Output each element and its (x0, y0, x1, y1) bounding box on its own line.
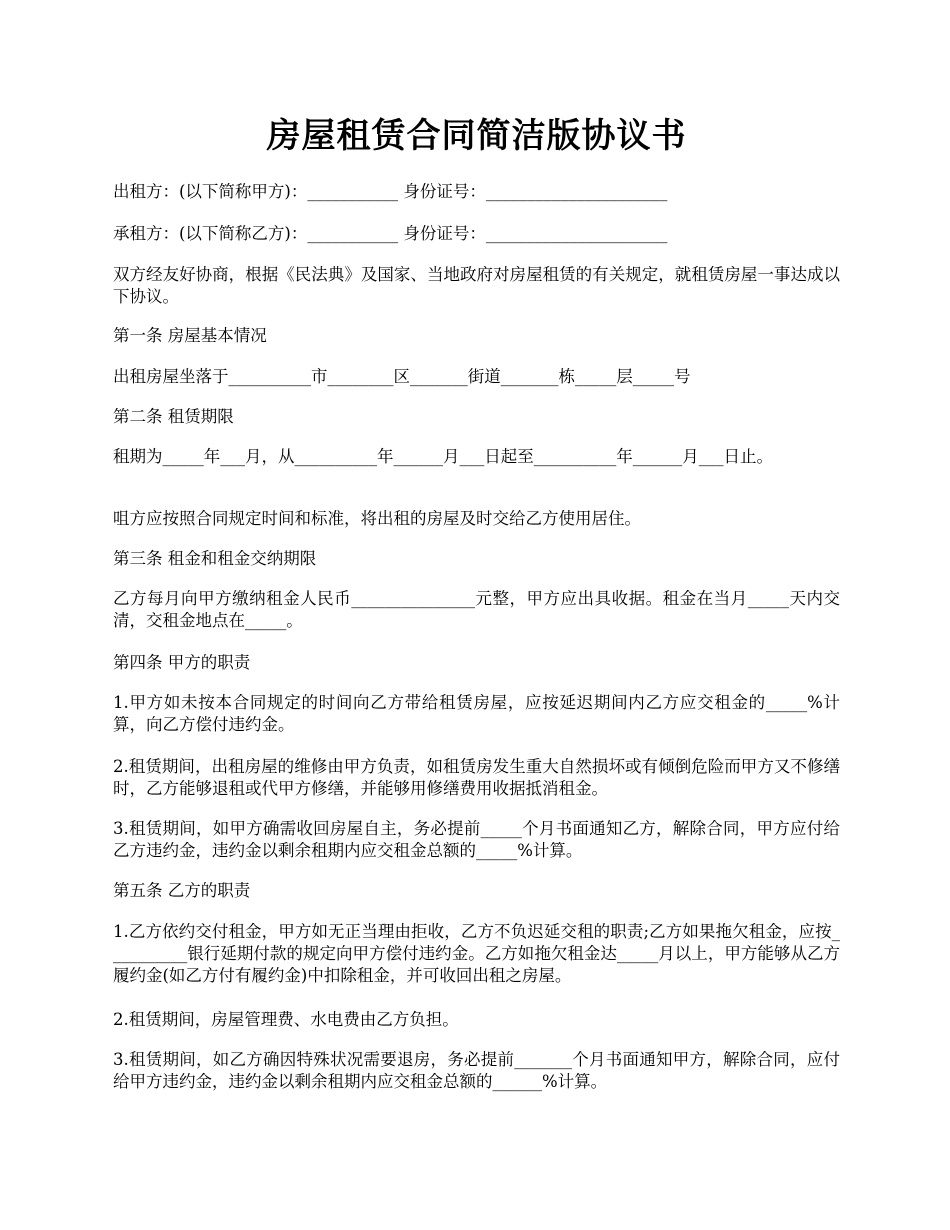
lessee-line: 承租方：(以下简称乙方)：___________ 身份证号：______________________ (113, 224, 668, 243)
preamble-paragraph: 双方经友好协商，根据《民法典》及国家、当地政府对房屋租赁的有关规定，就租赁房屋一事达成以下协议。 (113, 265, 840, 306)
article-5-heading: 第五条 乙方的职责 (113, 881, 251, 900)
document-title: 房屋租赁合同简洁版协议书 (266, 116, 687, 156)
property-location-line: 出租房屋坐落于__________市________区_______街道_______栋_____层_____号 (113, 367, 691, 386)
lessor-duty-2: 2.租赁期间，出租房屋的维修由甲方负责，如租赁房发生重大自然损坏或有倾倒危险而甲方又不修缮时，乙方能够退租或代甲方修缮，并能够用修缮费用收据抵消租金。 (113, 757, 840, 798)
article-3-heading: 第三条 租金和租金交纳期限 (113, 549, 317, 568)
lessee-duty-1: 1.乙方依约交付租金，甲方如无正当理由拒收，乙方不负迟延交租的职责;乙方如果拖欠租金，应按__________银行延期付款的规定向甲方偿付违约金。乙方如拖欠租金达_____月以上，甲方能够从乙方履约金(如乙方付有履约金)中扣除租金，并可收回出租之房屋。 (113, 922, 840, 985)
lease-term-paragraph: 租期为_____年___月，从__________年______月___日起至__________年______月___日止。 (113, 447, 773, 466)
article-1-heading: 第一条 房屋基本情况 (113, 326, 267, 345)
article-4-heading: 第四条 甲方的职责 (113, 653, 251, 672)
rent-payment-paragraph: 乙方每月向甲方缴纳租金人民币_______________元整，甲方应出具收据。租金在当月_____天内交清，交租金地点在_____。 (113, 589, 841, 630)
lessor-duty-3: 3.租赁期间，如甲方确需收回房屋自主，务必提前_____个月书面通知乙方，解除合同，甲方应付给乙方违约金，违约金以剩余租期内应交租金总额的_____%计算。 (113, 819, 840, 860)
handover-paragraph: 咀方应按照合同规定时间和标准，将出租的房屋及时交给乙方使用居住。 (113, 509, 641, 528)
lessor-line: 出租方：(以下简称甲方)：___________ 身份证号：______________________ (113, 182, 668, 201)
lessee-duty-2: 2.租赁期间，房屋管理费、水电费由乙方负担。 (113, 1010, 459, 1029)
article-2-heading: 第二条 租赁期限 (113, 407, 234, 426)
lessor-duty-1: 1.甲方如未按本合同规定的时间向乙方带给租赁房屋，应按延迟期间内乙方应交租金的_____%计算，向乙方偿付违约金。 (113, 693, 840, 734)
lessee-duty-3: 3.租赁期间，如乙方确因特殊状况需要退房，务必提前_______个月书面通知甲方，解除合同，应付给甲方违约金，违约金以剩余租期内应交租金总额的______%计算。 (113, 1050, 840, 1091)
